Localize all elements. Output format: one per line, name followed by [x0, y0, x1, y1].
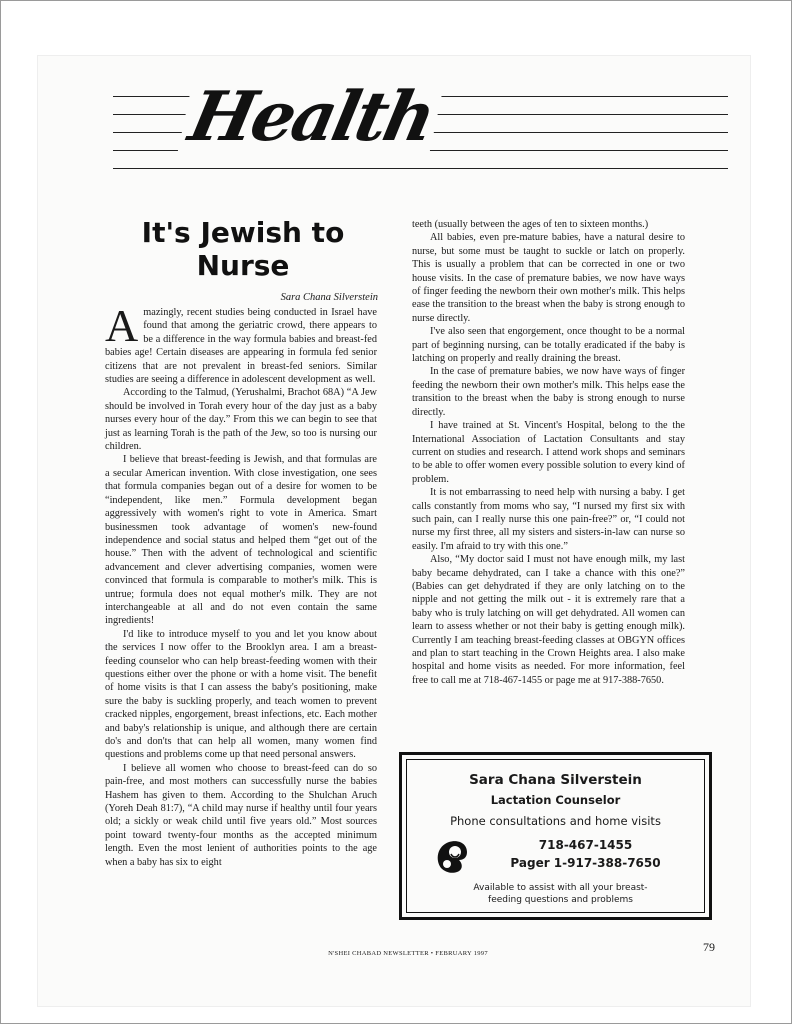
article-column-2 — [412, 218, 685, 687]
article-title-line-2: Nurse — [196, 249, 290, 282]
advertisement-box — [399, 752, 712, 920]
paragraph: It is not embarrassing to need help with nursing a baby. I get calls constantly from moms who say, “I nursed my first six with such pain, can I really nurse this one pain-free?” or, “I could not nurse my first three, all my sisters and sisters-in-law can nurse so easily. I'm afraid to try with this one.” — [412, 487, 685, 552]
paragraph: All babies, even pre-mature babies, have a natural desire to nurse, but some must be taught to suckle or latch on properly. This is usually a problem that can be corrected in one or two house visits. In the case of premature babies, we now have ways of finger feeding the newborn their own mother's milk. This helps ease the transition to the breast when the baby is strong enough to nurse directly. — [412, 232, 685, 324]
paragraph: I have trained at St. Vincent's Hospital, belong to the the International Association of Lactation Consultants and stay current on studies and research. I attend work shops and seminars to be able to offer women every possible solution to every kind of problem. — [412, 420, 685, 485]
article-title — [108, 216, 378, 282]
magazine-page — [38, 56, 750, 1006]
section-header — [113, 77, 728, 186]
staff-line — [113, 168, 728, 169]
article-byline: Sara Chana Silverstein — [280, 292, 378, 303]
paragraph: teeth (usually between the ages of ten to sixteen months.) — [412, 219, 649, 230]
ad-pager: Pager 1-917-388-7650 — [510, 856, 661, 870]
paragraph: I believe that breast-feeding is Jewish, and that formulas are a secular American invention. With close investigation, one sees that formula companies began out of a desire for women to be “independent, like men.” Formula development began aggressively with women's right to vote in America. Smart businessmen took advantage of women's new-found independence and social status and helped them “get out of the house.” Then with the advent of technological and scientific advancement and clever advertising companies, women were convinced that formula is comparable to mother's milk. This is untrue; formula does not equal mother's milk. They are not interchangeable at all and do not even contain the same ingredients! — [105, 454, 377, 627]
ad-role: Lactation Counselor — [490, 793, 621, 807]
ad-name: Sara Chana Silverstein — [469, 772, 642, 788]
ad-services: Phone consultations and home visits — [450, 814, 661, 828]
paragraph: I believe all women who choose to breast-feed can do so pain-free, and most mothers can successfully nurse the babies Hashem has given to them. According to the Shulchan Aruch (Yoreh Deah 81:7), “A child may nurse if healthy until four years old; a sickly or weak child until five years old.” Most sources point toward twenty-four months as the accepted minimum length. Even the most lenient of authorities points to the age when a baby has six to eight — [105, 762, 377, 868]
paragraph: I'd like to introduce myself to you and let you know about the services I now offer to the Brooklyn area. I am a breast-feeding counselor who can help breast-feeding women with their questions either over the phone or with a home visit. The benefit of home visits is that I can assess the baby's positioning, make sure the baby is suckling properly, and teach women to prevent cracked nipples, engorgement, breast infections, etc. Each mother and baby's relationship is unique, and although there are certain do's and don'ts that can help all women, many women find questions and problems come up that need personal answers. — [105, 628, 377, 761]
drop-cap: A — [105, 300, 139, 351]
section-title: Health — [177, 80, 445, 155]
paragraph: Also, “My doctor said I must not have enough milk, my last baby became dehydrated, can I take a chance with this one?” (Babies can get dehydrated if they are only latching on to the nipple and not getting the milk out - it is extremely rare that a baby who is truly latching on will get dehydrated. All women can learn to assess whether or not their baby is getting enough milk). Currently I am teaching breast-feeding classes at OBGYN offices and plan to start teaching in the Crown Heights area. I also make hospital and home visits as needed. For more information, feel free to call me at 718-467-1455 or page me at 917-388-7650. — [412, 554, 685, 686]
article-column-1 — [105, 300, 377, 869]
advertisement-inner-border — [406, 759, 705, 913]
paragraph: According to the Talmud, (Yerushalmi, Brachot 68A) “A Jew should be involved in Torah every hour of the day just as a baby nurses every hour of the day.” From this we can begin to see that just as learning Torah is the path of the Jew, so too is nursing our children. — [105, 387, 377, 453]
ad-note: Available to assist with all your breast- feeding questions and problems — [473, 883, 648, 905]
article-title-line-1: It's Jewish to — [141, 216, 345, 249]
page-number: 79 — [703, 940, 715, 954]
publication-footer: N'SHEI CHABAD NEWSLETTER • FEBRUARY 1997 — [328, 950, 488, 957]
paragraph: I've also seen that engorgement, once thought to be a normal part of beginning nursing, can be totally eradicated if the baby is latching on properly and really draining the breast. — [412, 326, 685, 365]
paragraph: Amazingly, recent studies being conducted in Israel have found that among the geriatric crowd, there appears to be a difference in the way formula babies and breast-fed babies age! Certain diseases are appearing in formula fed senior citizens that are not prevalent in breast-fed seniors. Similar studies are seeing a difference in adolescent development as well. — [105, 300, 377, 386]
ad-phone: 718-467-1455 — [538, 838, 633, 852]
paragraph: In the case of premature babies, we now have ways of finger feeding the newborn their own mother's milk. This helps ease the transition to the breast when the baby is strong enough to nurse directly. — [412, 366, 685, 418]
